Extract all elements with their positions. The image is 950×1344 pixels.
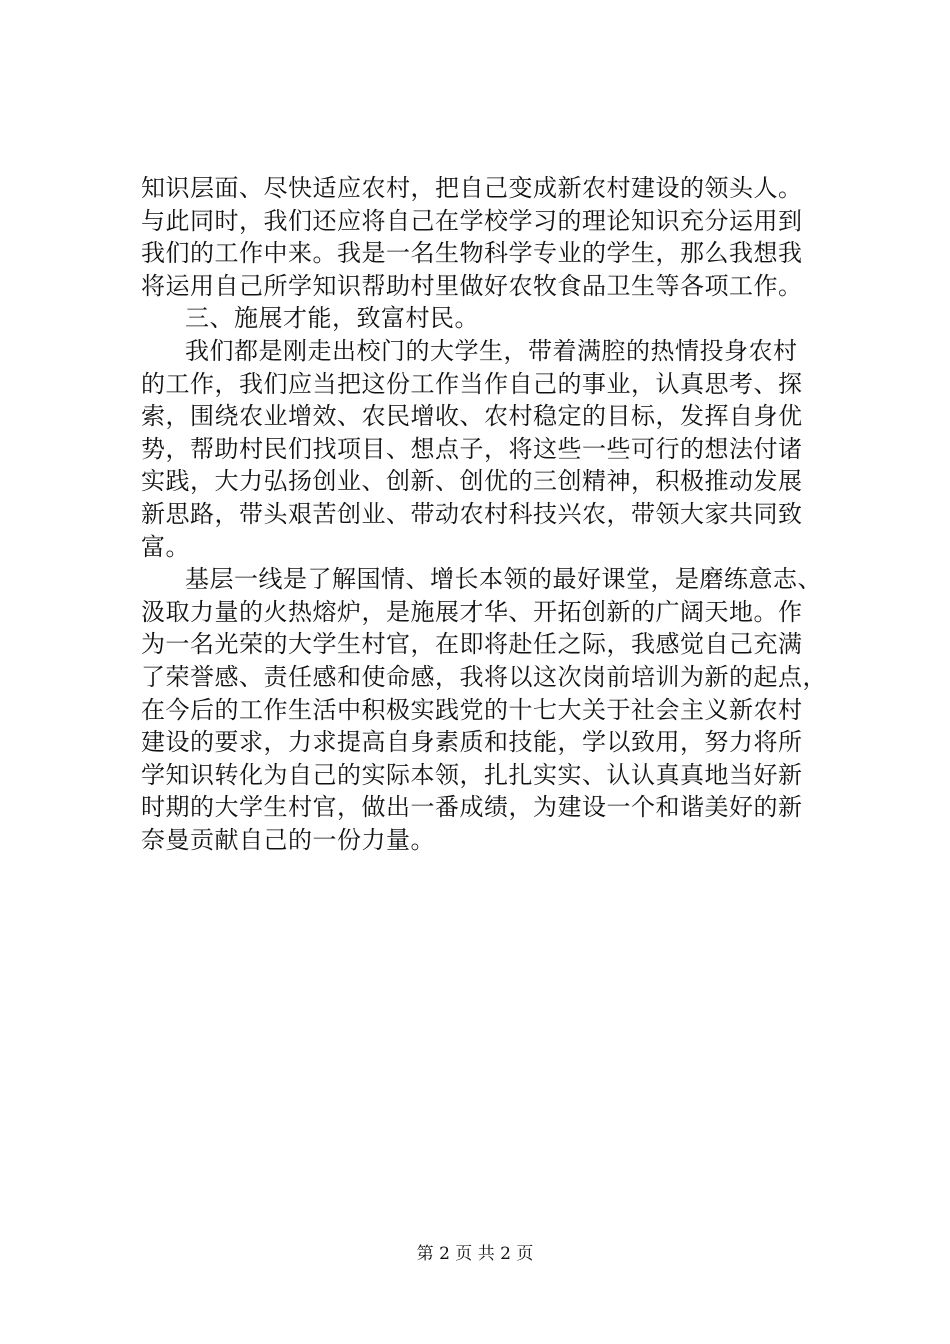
page-number-footer: 第 2 页 共 2 页: [416, 1244, 534, 1264]
text-line: 新思路，带头艰苦创业、带动农村科技兴农，带领大家共同致: [141, 499, 803, 528]
text-line: 我们的工作中来。我是一名生物科学专业的学生，那么我想我: [141, 239, 803, 268]
section-heading: 三、施展才能，致富村民。: [185, 304, 479, 333]
text-line: 将运用自己所学知识帮助村里做好农牧食品卫生等各项工作。: [141, 271, 803, 300]
text-line: 知识层面、尽快适应农村，把自己变成新农村建设的领头人。: [141, 174, 803, 202]
text-line: 的工作，我们应当把这份工作当作自己的事业，认真思考、探: [141, 369, 803, 398]
text-line: 我们都是刚走出校门的大学生，带着满腔的热情投身农村: [185, 336, 798, 365]
text-line: 实践，大力弘扬创业、创新、创优的三创精神，积极推动发展: [141, 467, 803, 496]
text-line: 汲取力量的火热熔炉，是施展才华、开拓创新的广阔天地。作: [141, 597, 803, 626]
text-line: 基层一线是了解国情、增长本领的最好课堂，是磨练意志、: [185, 565, 822, 594]
text-line: 与此同时，我们还应将自己在学校学习的理论知识充分运用到: [141, 206, 803, 235]
text-line: 了荣誉感、责任感和使命感，我将以这次岗前培训为新的起点，: [141, 662, 827, 691]
text-line: 富。: [141, 532, 190, 561]
text-line: 索，围绕农业增效、农民增收、农村稳定的目标，发挥自身优: [141, 402, 803, 431]
text-line: 学知识转化为自己的实际本领，扎扎实实、认认真真地当好新: [141, 760, 803, 789]
text-line: 在今后的工作生活中积极实践党的十七大关于社会主义新农村: [141, 695, 803, 724]
text-line: 建设的要求，力求提高自身素质和技能，学以致用，努力将所: [141, 728, 803, 757]
document-body: [141, 172, 827, 856]
text-line: 势，帮助村民们找项目、想点子，将这些一些可行的想法付诸: [141, 434, 803, 463]
text-line: 时期的大学生村官，做出一番成绩，为建设一个和谐美好的新: [141, 793, 803, 822]
text-line: 奈曼贡献自己的一份力量。: [141, 825, 435, 854]
text-line: 为一名光荣的大学生村官，在即将赴任之际，我感觉自己充满: [141, 630, 803, 659]
